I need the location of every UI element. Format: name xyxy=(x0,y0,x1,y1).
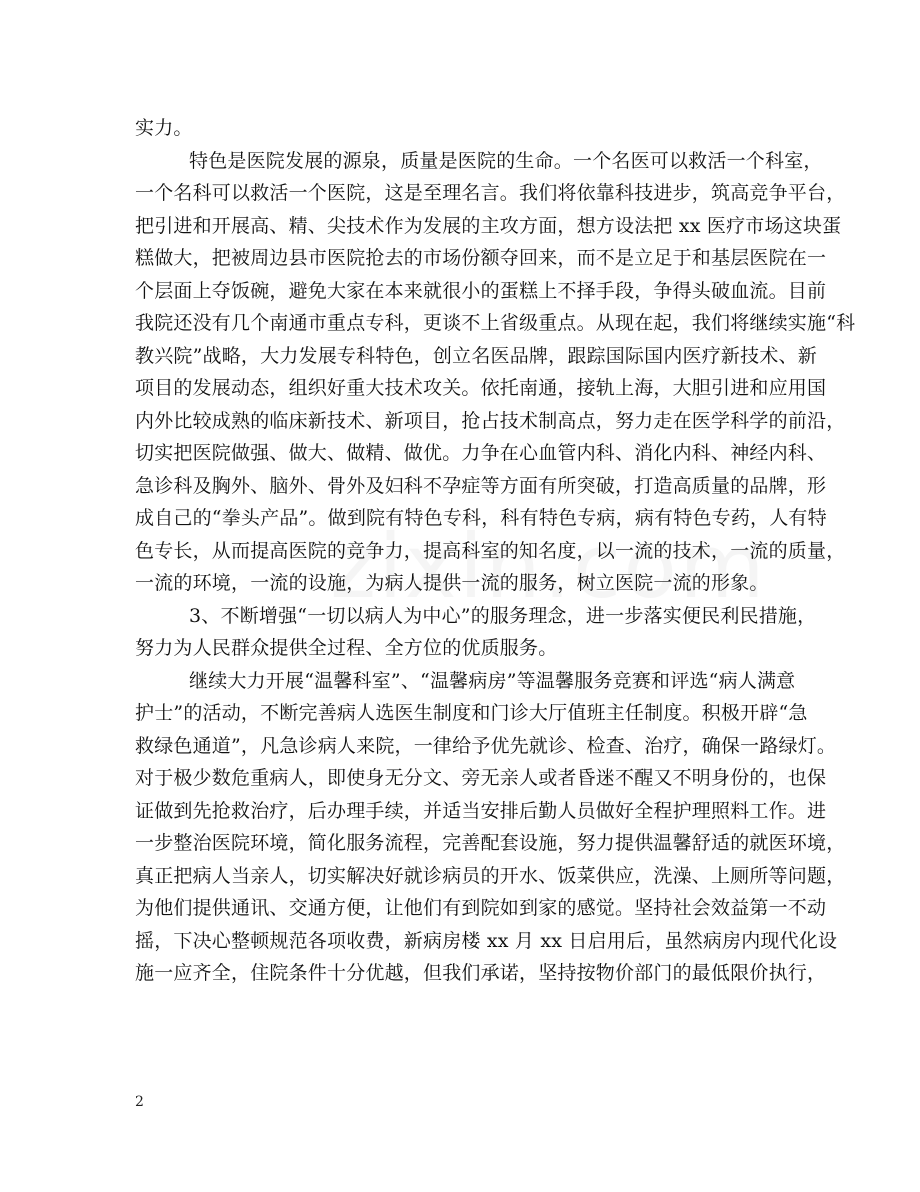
text-line: 个层面上夺饭碗，避免大家在本来就很小的蛋糕上不择手段，争得头破血流。目前 xyxy=(135,279,827,302)
text-line: 项目的发展动态，组织好重大技术攻关。依托南通，接轨上海，大胆引进和应用国 xyxy=(135,377,827,399)
text-line: 特色是医院发展的源泉，质量是医院的生命。一个名医可以救活一个科室， xyxy=(189,149,823,172)
text-line: 内外比较成熟的临床新技术、新项目，抢占技术制高点，努力走在医学科学的前沿， xyxy=(135,409,846,432)
text-line: 对于极少数危重病人，即使身无分文、旁无亲人或者昏迷不醒又不明身份的，也保 xyxy=(135,767,827,789)
text-line: 施一应齐全，住院条件十分优越，但我们承诺，坚持按物价部门的最低限价执行， xyxy=(135,962,827,984)
body-text xyxy=(135,112,856,990)
text-line: 切实把医院做强、做大、做精、做优。力争在心血管内科、消化内科、神经内科、 xyxy=(135,442,827,464)
text-line: 继续大力开展“温馨科室”、“温馨病房”等温馨服务竞赛和评选“病人满意 xyxy=(189,669,796,692)
text-line: 急诊科及胸外、脑外、骨外及妇科不孕症等方面有所突破，打造高质量的品牌，形 xyxy=(135,474,827,497)
text-line: 摇，下决心整顿规范各项收费，新病房楼 xx 月 xx 日启用后，虽然病房内现代化设 xyxy=(135,929,838,952)
text-line: 实力。 xyxy=(135,117,193,139)
text-line: 一个名科可以救活一个医院，这是至理名言。我们将依靠科技进步，筑高竞争平台， xyxy=(135,182,846,204)
text-line: 教兴院”战略，大力发展专科特色，创立名医品牌，跟踪国际国内医疗新技术、新 xyxy=(135,344,817,367)
text-line: 一步整治医院环境，简化服务流程，完善配套设施，努力提供温馨舒适的就医环境， xyxy=(135,832,846,854)
text-line: 3、不断增强“一切以病人为中心”的服务理念，进一步落实便民利民措施， xyxy=(189,604,817,627)
text-line: 我院还没有几个南通市重点专科，更谈不上省级重点。从现在起，我们将继续实施“科 xyxy=(135,312,856,334)
page-number: 2 xyxy=(135,1094,144,1110)
text-line: 成自己的“拳头产品”。做到院有特色专科，科有特色专病，病有特色专药，人有特 xyxy=(135,507,827,529)
text-line: 一流的环境，一流的设施，为病人提供一流的服务，树立医院一流的形象。 xyxy=(135,572,769,594)
text-line: 把引进和开展高、精、尖技术作为发展的主攻方面，想方设法把 xx 医疗市场这块蛋 xyxy=(135,214,842,237)
text-line: 救绿色通道”，凡急诊病人来院，一律给予优先就诊、检查、治疗，确保一路绿灯。 xyxy=(135,734,837,757)
text-line: 真正把病人当亲人，切实解决好就诊病员的开水、饭菜供应，洗澡、上厕所等问题， xyxy=(135,864,846,887)
text-line: 努力为人民群众提供全过程、全方位的优质服务。 xyxy=(135,637,558,659)
text-line: 色专长，从而提高医院的竞争力，提高科室的知名度，以一流的技术，一流的质量， xyxy=(135,539,846,562)
text-line: 为他们提供通讯、交通方便，让他们有到院如到家的感觉。坚持社会效益第一不动 xyxy=(135,897,827,919)
text-line: 糕做大，把被周边县市医院抢去的市场份额夺回来，而不是立足于和基层医院在一 xyxy=(135,247,827,269)
text-line: 证做到先抢救治疗，后办理手续，并适当安排后勤人员做好全程护理照料工作。进 xyxy=(135,799,827,822)
text-line: 护士”的活动，不断完善病人选医生制度和门诊大厅值班主任制度。积极开辟“急 xyxy=(135,702,808,724)
